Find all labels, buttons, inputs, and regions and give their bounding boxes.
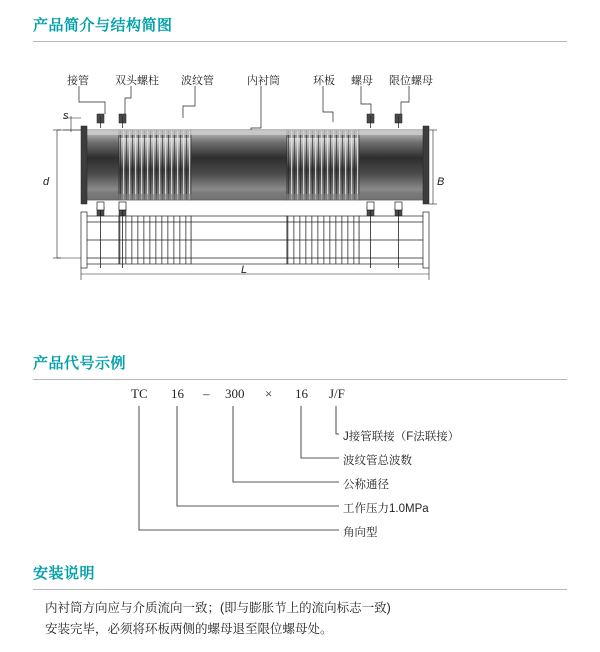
callout-label-3: 波纹管	[181, 75, 214, 87]
dimension-label-d: d	[43, 176, 50, 188]
code-token-jf: J/F	[329, 386, 345, 401]
dimension-label-s: s	[63, 110, 69, 122]
section-code-title: 产品代号示例	[33, 355, 127, 372]
code-token-16a: 16	[171, 386, 184, 401]
install-line-1: 内衬筒方向应与介质流向一致；(即与膨胀节上的流向标志一致)	[45, 601, 391, 615]
callout-label-4: 内衬筒	[247, 75, 280, 87]
section-intro-divider	[33, 41, 567, 42]
code-example-diagram	[33, 380, 567, 539]
dimension-label-L: L	[241, 264, 248, 276]
code-leader-lines	[33, 380, 567, 550]
code-token-16b: 16	[295, 386, 308, 401]
code-token-dash: –	[203, 386, 210, 401]
section-install-title: 安装说明	[33, 565, 96, 582]
code-token-times: ×	[265, 386, 273, 401]
section-code	[33, 352, 567, 380]
code-token-300: 300	[225, 386, 245, 401]
callout-label-7: 限位螺母	[389, 75, 433, 87]
code-desc-5: 角向型	[343, 527, 378, 539]
code-desc-4: 工作压力1.0MPa	[343, 503, 429, 515]
structure-diagram-svg	[33, 68, 567, 288]
callout-label-1: 接管	[67, 75, 89, 87]
section-intro-title: 产品简介与结构简图	[33, 17, 173, 34]
code-desc-1: J接管联接（F法联接）	[343, 431, 460, 443]
section-install	[33, 562, 567, 590]
install-line-2: 安装完毕，必须将环板两侧的螺母退至限位螺母处。	[45, 622, 333, 636]
code-desc-3: 公称通径	[343, 479, 389, 491]
section-intro	[33, 14, 567, 42]
dimension-label-B: B	[437, 176, 445, 188]
section-install-divider	[33, 589, 567, 590]
code-token-tc: TC	[131, 386, 148, 401]
code-desc-2: 波纹管总波数	[343, 455, 412, 467]
structure-diagram	[33, 68, 567, 288]
callout-label-2: 双头螺柱	[115, 75, 159, 87]
install-instructions	[45, 598, 565, 640]
callout-label-5: 环板	[313, 75, 335, 87]
callout-label-6: 螺母	[351, 75, 373, 87]
